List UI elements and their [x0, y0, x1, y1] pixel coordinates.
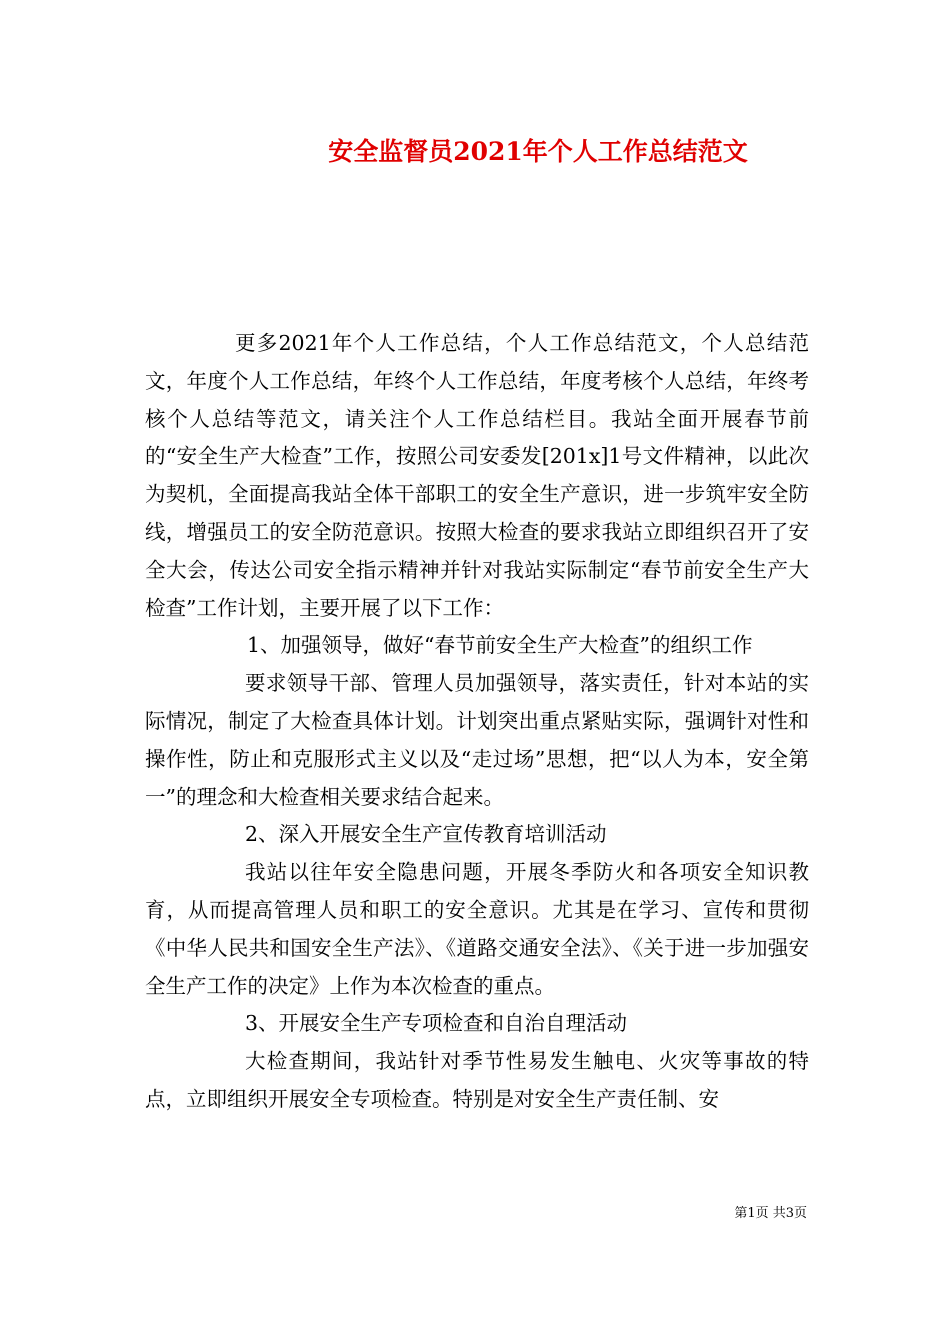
- paragraph-section-1: 要求领导干部、管理人员加强领导，落实责任，针对本站的实际情况，制定了大检查具体计划。计划突出重点紧贴实际，强调针对性和操作性，防止和克服形式主义以及“走过场”思想，把“以人为本，安全第一”的理念和大检查相关要求结合起来。: [145, 671, 809, 809]
- section-heading-1: 1、加强领导，做好“春节前安全生产大检查”的组织工作: [247, 633, 753, 658]
- document-body: [145, 325, 809, 1119]
- section-heading-2: 2、深入开展安全生产宣传教育培训活动: [245, 822, 607, 847]
- paragraph-section-2: 我站以往年安全隐患问题，开展冬季防火和各项安全知识教育，从而提高管理人员和职工的安全意识。尤其是在学习、宣传和贯彻《中华人民共和国安全生产法》、《道路交通安全法》、《关于进一步加强安全生产工作的决定》上作为本次检查的重点。: [145, 860, 809, 998]
- page-footer: 第1页 共3页: [734, 1206, 807, 1221]
- paragraph-section-3: 大检查期间，我站针对季节性易发生触电、火灾等事故的特点，立即组织开展安全专项检查。特别是对安全生产责任制、安: [145, 1049, 809, 1111]
- section-heading-3: 3、开展安全生产专项检查和自治自理活动: [245, 1011, 628, 1036]
- document-title: 安全监督员2021年个人工作总结范文: [328, 137, 748, 166]
- paragraph-intro: 更多2021年个人工作总结，个人工作总结范文，个人总结范文，年度个人工作总结，年终个人工作总结，年度考核个人总结，年终考核个人总结等范文，请关注个人工作总结栏目。我站全面开展春节前的“安全生产大检查”工作，按照公司安委发[201x]1号文件精神，以此次为契机，全面提高我站全体干部职工的安全生产意识，进一步筑牢安全防线，增强员工的安全防范意识。按照大检查的要求我站立即组织召开了安全大会，传达公司安全指示精神并针对我站实际制定“春节前安全生产大检查”工作计划，主要开展了以下工作：: [145, 331, 809, 620]
